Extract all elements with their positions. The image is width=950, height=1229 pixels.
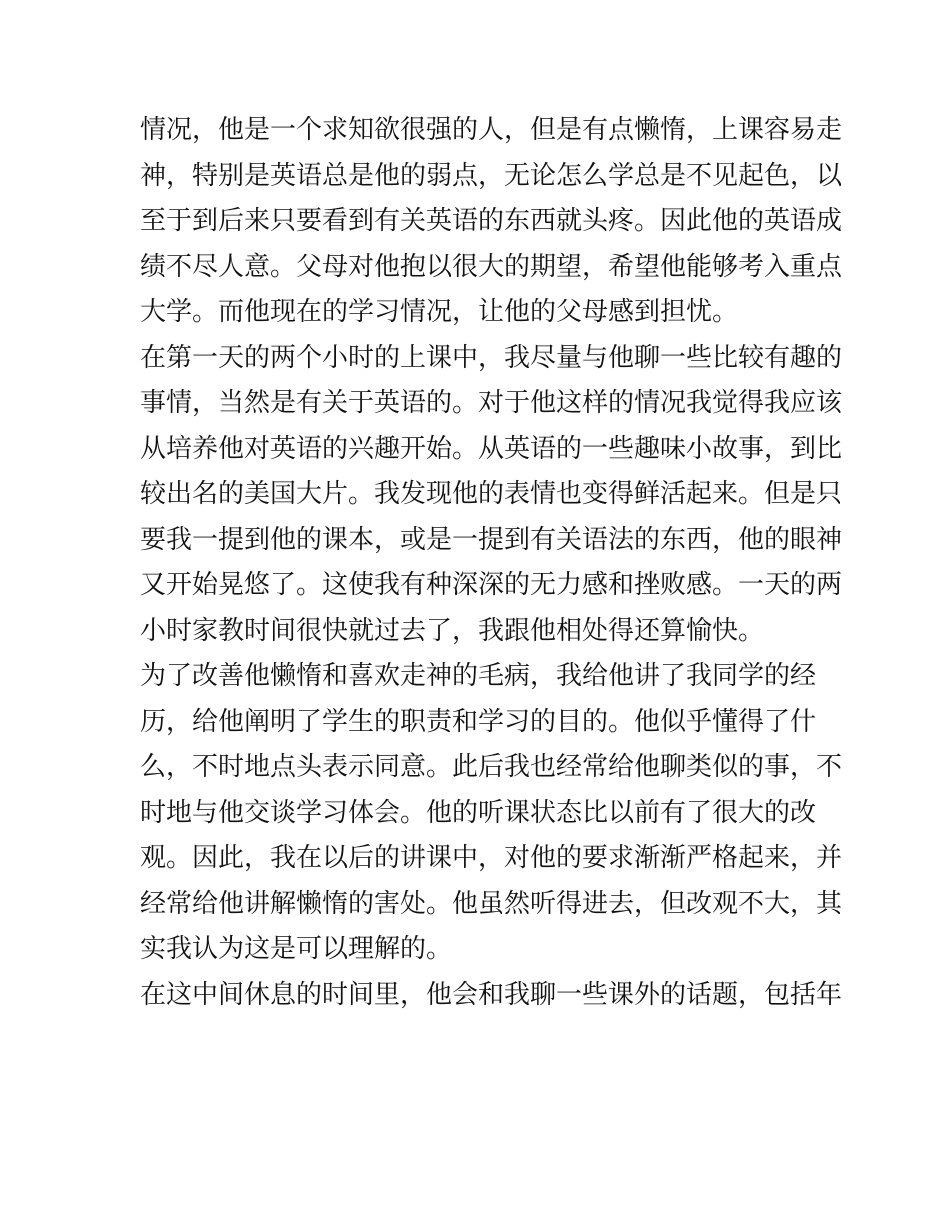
- text-line: 大学。而他现在的学习情况，让他的父母感到担忧。: [140, 297, 739, 327]
- text-line: 较出名的美国大片。我发现他的表情也变得鲜活起来。但是只: [140, 479, 843, 509]
- text-line: 神，特别是英语总是他的弱点，无论怎么学总是不见起色，以: [140, 160, 843, 191]
- text-line: 至于到后来只要看到有关英语的东西就头疼。因此他的英语成: [140, 206, 843, 236]
- text-line: 在这中间休息的时间里，他会和我聊一些课外的话题，包括年: [140, 979, 843, 1010]
- text-line: 小时家教时间很快就过去了，我跟他相处得还算愉快。: [140, 615, 765, 646]
- text-line: 历，给他阐明了学生的职责和学习的目的。他似乎懂得了什: [140, 706, 817, 737]
- text-line: 经常给他讲解懒惰的害处。他虽然听得进去，但改观不大，其: [140, 888, 843, 919]
- text-line: 又开始晃悠了。这使我有种深深的无力感和挫败感。一天的两: [140, 570, 843, 600]
- text-line: 实我认为这是可以理解的。: [140, 934, 453, 964]
- text-line: 事情，当然是有关于英语的。对于他这样的情况我觉得我应该: [140, 388, 843, 418]
- text-line: 从培养他对英语的兴趣开始。从英语的一些趣味小故事，到比: [140, 433, 843, 464]
- text-line: 情况，他是一个求知欲很强的人，但是有点懒惰，上课容易走: [140, 115, 843, 145]
- body-text: [140, 108, 843, 1018]
- text-line: 么，不时地点头表示同意。此后我也经常给他聊类似的事，不: [140, 752, 843, 782]
- text-line: 观。因此，我在以后的讲课中，对他的要求渐渐严格起来，并: [140, 843, 843, 873]
- text-line: 绩不尽人意。父母对他抱以很大的期望，希望他能够考入重点: [140, 251, 843, 282]
- text-line: 在第一天的两个小时的上课中，我尽量与他聊一些比较有趣的: [140, 342, 843, 373]
- text-line: 时地与他交谈学习体会。他的听课状态比以前有了很大的改: [140, 797, 817, 828]
- text-line: 要我一提到他的课本，或是一提到有关语法的东西，他的眼神: [140, 524, 843, 555]
- text-line: 为了改善他懒惰和喜欢走神的毛病，我给他讲了我同学的经: [140, 661, 817, 691]
